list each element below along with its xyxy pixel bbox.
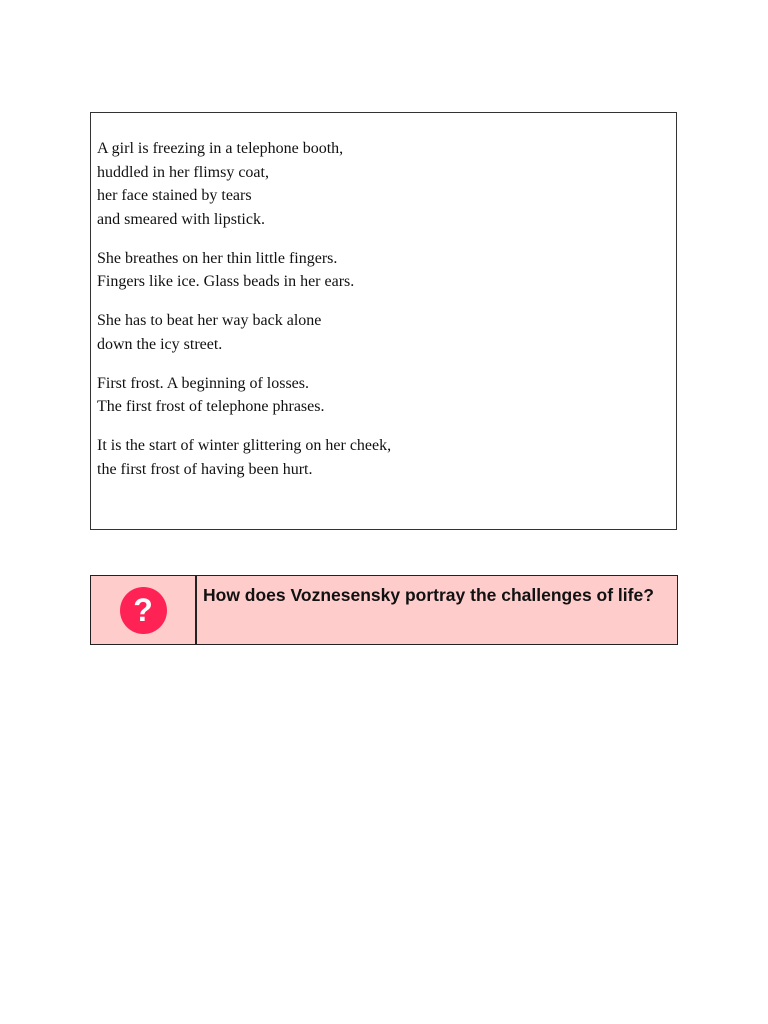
poem-stanza-2 (97, 247, 670, 294)
poem-line: A girl is freezing in a telephone booth, (97, 140, 344, 157)
question-box (90, 575, 678, 645)
poem-line: The first frost of telephone phrases. (97, 398, 325, 415)
poem-box (90, 112, 677, 530)
question-text: How does Voznesensky portray the challenges of life? (203, 585, 654, 605)
poem-line: First frost. A beginning of losses. (97, 374, 310, 392)
poem-line: huddled in her flimsy coat, (97, 163, 269, 181)
poem-line: She breathes on her thin little fingers. (97, 249, 338, 267)
poem-line: It is the start of winter glittering on her cheek, (97, 437, 392, 454)
question-icon-cell (91, 576, 197, 644)
poem-stanza-5 (97, 434, 670, 481)
poem-line: down the icy street. (97, 335, 223, 353)
poem-line: Fingers like ice. Glass beads in her ears. (97, 273, 355, 290)
poem-stanza-1 (97, 137, 670, 231)
poem-line: and smeared with lipstick. (97, 210, 265, 228)
poem-line: the first frost of having been hurt. (97, 460, 313, 478)
question-mark-icon: ? (120, 587, 167, 634)
poem-stanza-3 (97, 309, 670, 356)
poem-line: her face stained by tears (97, 187, 252, 204)
poem-line: She has to beat her way back alone (97, 312, 322, 329)
poem-stanza-4 (97, 372, 670, 419)
